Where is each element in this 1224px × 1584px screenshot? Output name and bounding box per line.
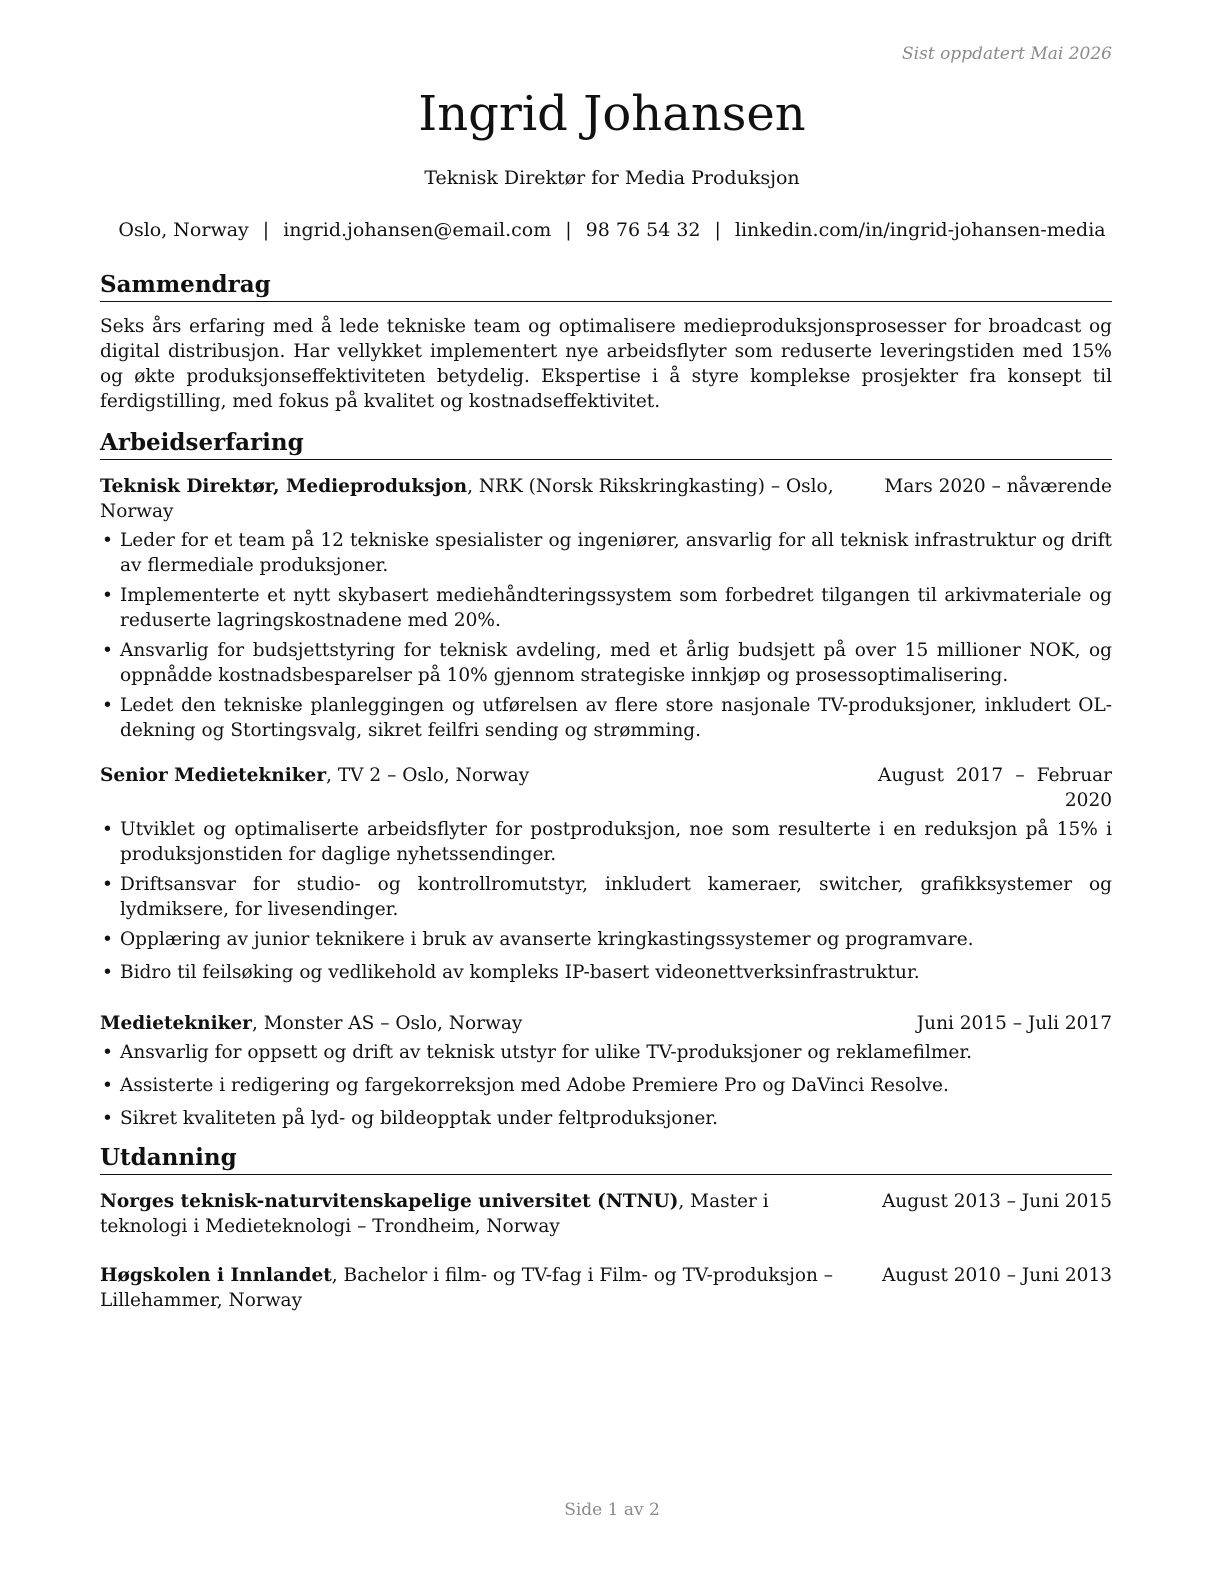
- list-item: • Utviklet og optimaliserte arbeidsflyter for postproduksjon, noe som resulterte i en reduksjon på 15% i produksjonstiden for daglige nyhetssendinger.: [100, 817, 1112, 867]
- list-item: • Ansvarlig for oppsett og drift av teknisk utstyr for ulike TV-produksjoner og reklamefilmer.: [100, 1040, 1112, 1065]
- list-item: • Bidro til feilsøking og vedlikehold av kompleks IP-basert videonettverksinfrastruktur.: [100, 960, 1112, 985]
- candidate-title: Teknisk Direktør for Media Produksjon: [424, 167, 800, 189]
- last-updated: Sist oppdatert Mai 2026: [902, 44, 1112, 64]
- job-dates: August 2017 – Februar 2020: [878, 765, 1112, 811]
- list-item: • Sikret kvaliteten på lyd- og bildeopptak under feltproduksjoner.: [100, 1106, 1112, 1131]
- list-item: • Driftsansvar for studio- og kontrollromutstyr, inkludert kameraer, switcher, grafikksystemer og lydmiksere, for livesendinger.: [100, 872, 1112, 922]
- job-entry: [100, 474, 1112, 743]
- resume-content: [100, 270, 1112, 1313]
- job-entry: [100, 763, 1112, 985]
- summary-text: Seks års erfaring med å lede tekniske team og optimalisere medieproduksjonsprosesser for broadcast og digital distribusjon. Har vellykket implementert nye arbeidsflyter som reduserte leveringstiden med 15% og økte produksjonseffektiviteten betydelig. Ekspertise i å styre komplekse prosjekter fra konsept til ferdigstilling, med fokus på kvalitet og kostnadseffektivitet.: [100, 316, 1112, 412]
- education-degree: , Master i teknologi i Medieteknologi – Trondheim, Norway: [100, 1191, 769, 1237]
- list-item: • Leder for et team på 12 tekniske spesialister og ingeniører, ansvarlig for all teknisk infrastruktur og drift av flermediale produksjoner.: [100, 528, 1112, 578]
- education-section: [100, 1143, 1112, 1313]
- contact-email[interactable]: ingrid.johansen@email.com: [283, 219, 552, 241]
- education-entry: [100, 1189, 1112, 1239]
- list-item: • Opplæring av junior teknikere i bruk av avanserte kringkastingssystemer og programvare.: [100, 927, 1112, 952]
- contact-location: Oslo, Norway: [118, 219, 249, 241]
- job-title-line: [100, 474, 860, 524]
- job-header: [100, 474, 1112, 524]
- job-bullets: [100, 817, 1112, 985]
- education-dates: August 2010 – Juni 2013: [881, 1265, 1112, 1286]
- education-entry: [100, 1263, 1112, 1313]
- education-school: Høgskolen i Innlandet: [100, 1265, 332, 1286]
- list-item: • Implementerte et nytt skybasert mediehåndteringssystem som forbedret tilgangen til arkivmateriale og reduserte lagringskostnadene med 20%.: [100, 583, 1112, 633]
- list-item: • Assisterte i redigering og fargekorreksjon med Adobe Premiere Pro og DaVinci Resolve.: [100, 1073, 1112, 1098]
- job-dates: Juni 2015 – Juli 2017: [916, 1013, 1112, 1034]
- page-number: Side 1 av 2: [564, 1500, 660, 1520]
- job-employer: , TV 2 – Oslo, Norway: [326, 765, 530, 786]
- education-school: Norges teknisk-naturvitenskapelige universitet (NTNU): [100, 1191, 679, 1212]
- contact-separator: |: [565, 219, 572, 241]
- job-bullets: [100, 528, 1112, 743]
- job-role: Senior Medietekniker: [100, 765, 327, 786]
- education-title-line: [100, 1263, 858, 1313]
- job-entry: [100, 1011, 1112, 1131]
- list-item: • Ledet den tekniske planleggingen og utførelsen av flere store nasjonale TV-produksjoner, inkludert OL-dekning og Stortingsvalg, sikret feilfri sending og strømming.: [100, 693, 1112, 743]
- job-bullets: [100, 1040, 1112, 1131]
- education-title-line: [100, 1189, 858, 1239]
- list-item: • Ansvarlig for budsjettstyring for teknisk avdeling, med et årlig budsjett på over 15 millioner NOK, og oppnådde kostnadsbesparelser på 10% gjennom strategiske innkjøp og prosessoptimalisering.: [100, 638, 1112, 688]
- contact-separator: |: [714, 219, 721, 241]
- education-dates: August 2013 – Juni 2015: [881, 1191, 1112, 1212]
- summary-heading: Sammendrag: [100, 270, 1112, 302]
- education-heading: Utdanning: [100, 1143, 1112, 1175]
- job-header: [100, 1011, 1112, 1036]
- contact-linkedin[interactable]: linkedin.com/in/ingrid-johansen-media: [734, 219, 1106, 241]
- job-employer: , NRK (Norsk Rikskringkasting) – Oslo, Norway: [100, 476, 834, 522]
- experience-heading: Arbeidserfaring: [100, 428, 1112, 460]
- job-title-line: [100, 1011, 893, 1036]
- education-degree: , Bachelor i film- og TV-fag i Film- og TV-produksjon – Lillehammer, Norway: [100, 1265, 834, 1311]
- candidate-name: Ingrid Johansen: [418, 86, 806, 142]
- job-role: Medietekniker: [100, 1013, 252, 1034]
- contact-separator: |: [262, 219, 270, 241]
- job-role: Teknisk Direktør, Medieproduksjon: [100, 476, 468, 497]
- job-header: [100, 763, 1112, 813]
- job-title-line: [100, 763, 854, 788]
- contact-phone: 98 76 54 32: [585, 219, 701, 241]
- contact-line: [0, 219, 1224, 241]
- job-employer: , Monster AS – Oslo, Norway: [251, 1013, 523, 1034]
- job-dates: Mars 2020 – nåværende: [884, 476, 1112, 497]
